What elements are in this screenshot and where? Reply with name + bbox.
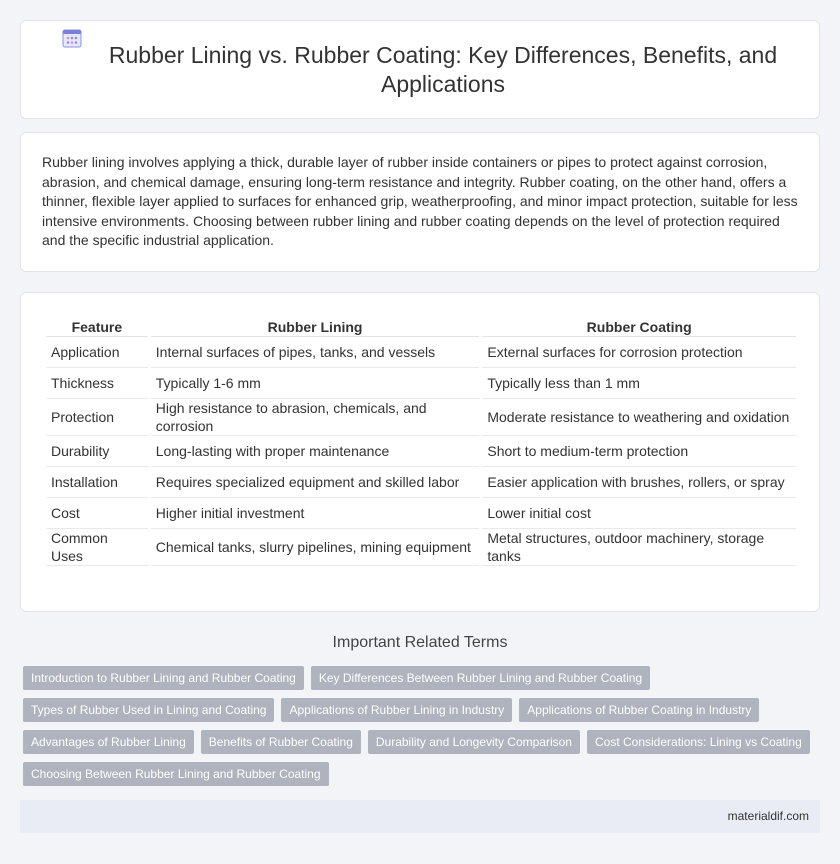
table-cell: Easier application with brushes, rollers, or spray <box>482 467 796 498</box>
intro-paragraph: Rubber lining involves applying a thick, durable layer of rubber inside containers or pipes to protect against corrosion, abrasion, and chemical damage, ensuring long-term resistance and integrity. Rubber coating, on the other hand, offers a thinner, flexible layer applied to surfaces for enhanced grip, weatherproofing, and minor impact protection, suitable for less intensive environments. Choosing between rubber lining and rubber coating depends on the level of protection required and the specific industrial application. <box>42 154 798 248</box>
tag-row <box>23 730 823 754</box>
comparison-table-card <box>20 292 820 612</box>
table-row <box>46 529 796 566</box>
table-cell: Cost <box>46 498 148 529</box>
related-term-tag[interactable]: Advantages of Rubber Lining <box>23 730 194 754</box>
related-term-tag[interactable]: Applications of Rubber Lining in Industry <box>281 698 512 722</box>
title-wrap <box>21 21 819 118</box>
related-term-tag[interactable]: Introduction to Rubber Lining and Rubber Coating <box>23 666 304 690</box>
table-cell: Protection <box>46 399 148 436</box>
table-cell: Durability <box>46 436 148 467</box>
calendar-icon <box>61 27 83 49</box>
tag-row <box>23 762 823 786</box>
intro-card <box>20 132 820 272</box>
table-cell: Metal structures, outdoor machinery, storage tanks <box>482 529 796 566</box>
table-cell: Lower initial cost <box>482 498 796 529</box>
tag-row <box>23 666 823 690</box>
table-cell: Typically less than 1 mm <box>482 368 796 399</box>
related-term-tag[interactable]: Key Differences Between Rubber Lining and Rubber Coating <box>311 666 650 690</box>
related-term-tag[interactable]: Durability and Longevity Comparison <box>368 730 580 754</box>
table-cell: Installation <box>46 467 148 498</box>
table-cell: Typically 1-6 mm <box>151 368 480 399</box>
table-row <box>46 399 796 436</box>
related-term-tag[interactable]: Cost Considerations: Lining vs Coating <box>587 730 810 754</box>
related-term-tag[interactable]: Choosing Between Rubber Lining and Rubber Coating <box>23 762 329 786</box>
table-header-row <box>46 315 796 337</box>
header-card <box>20 20 820 119</box>
table-cell: Application <box>46 337 148 368</box>
footer-site-link[interactable]: materialdif.com <box>727 809 809 823</box>
table-row <box>46 368 796 399</box>
related-term-tag[interactable]: Benefits of Rubber Coating <box>201 730 361 754</box>
table-cell: Moderate resistance to weathering and oxidation <box>482 399 796 436</box>
table-cell: Thickness <box>46 368 148 399</box>
page-title: Rubber Lining vs. Rubber Coating: Key Differences, Benefits, and Applications <box>108 41 778 97</box>
table-cell: Requires specialized equipment and skilled labor <box>151 467 480 498</box>
table-cell: High resistance to abrasion, chemicals, and corrosion <box>151 399 480 436</box>
table-cell: Higher initial investment <box>151 498 480 529</box>
table-row <box>46 436 796 467</box>
footer-bar <box>20 800 820 833</box>
table-row <box>46 467 796 498</box>
table-row <box>46 337 796 368</box>
table-cell: Long-lasting with proper maintenance <box>151 436 480 467</box>
tag-row <box>23 698 823 722</box>
table-cell: Short to medium-term protection <box>482 436 796 467</box>
header-rubber-lining: Rubber Lining <box>151 315 480 337</box>
table-cell: External surfaces for corrosion protection <box>482 337 796 368</box>
header-feature: Feature <box>46 315 148 337</box>
comparison-table <box>43 315 799 566</box>
table-row <box>46 498 796 529</box>
header-rubber-coating: Rubber Coating <box>482 315 796 337</box>
related-term-tag[interactable]: Types of Rubber Used in Lining and Coating <box>23 698 274 722</box>
related-terms-title: Important Related Terms <box>332 634 508 651</box>
related-term-tag[interactable]: Applications of Rubber Coating in Industry <box>519 698 759 722</box>
related-terms-tags <box>23 666 823 794</box>
table-cell: Internal surfaces of pipes, tanks, and vessels <box>151 337 480 368</box>
table-cell: Chemical tanks, slurry pipelines, mining equipment <box>151 529 480 566</box>
table-cell: Common Uses <box>46 529 148 566</box>
